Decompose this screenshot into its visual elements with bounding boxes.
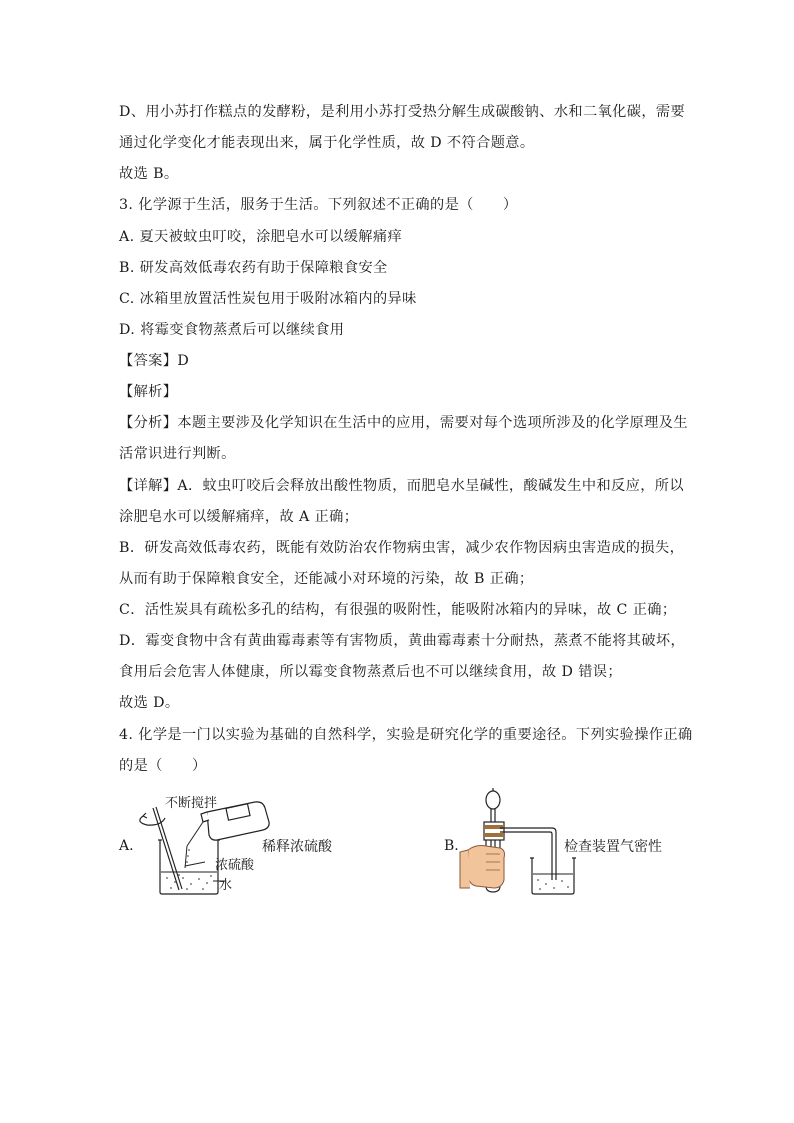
text-line: 从而有助于保障粮食安全，还能减小对环境的污染，故 B 正确； — [119, 571, 534, 587]
beaker-icon — [158, 840, 220, 894]
figure-b-caption: 检查装置气密性 — [564, 839, 662, 855]
water-liquid — [161, 872, 217, 890]
text-line: 涂肥皂水可以缓解痛痒，故 A 正确； — [119, 509, 359, 525]
text-line: 活常识进行判断。 — [119, 446, 236, 462]
question-3-stem: 3. 化学源于生活，服务于生活。下列叙述不正确的是（ ） — [119, 197, 518, 213]
text-line: 的是（ ） — [119, 758, 207, 774]
text-line: D、用小苏打作糕点的发酵粉，是利用小苏打受热分解生成碳酸钠、水和二氧化碳，需要 — [119, 104, 686, 120]
text-line: D．霉变食物中含有黄曲霉毒素等有害物质，黄曲霉毒素十分耐热，蒸煮不能将其破坏， — [119, 633, 686, 649]
analysis-heading: 【解析】 — [119, 384, 178, 400]
option-c: C. 冰箱里放置活性炭包用于吸附冰箱内的异味 — [119, 291, 417, 307]
acid-label: 浓硫酸 — [215, 858, 255, 873]
figure-a-dilute-acid — [115, 788, 350, 898]
text-line: 【分析】本题主要涉及化学知识在生活中的应用，需要对每个选项所涉及的化学原理及生 — [119, 415, 688, 431]
option-d: D. 将霉变食物蒸煮后可以继续食用 — [119, 322, 345, 338]
figure-b-airtightness — [440, 788, 680, 898]
text-line: C．活性炭具有疏松多孔的结构，有很强的吸附性，能吸附冰箱内的异味，故 C 正确； — [119, 602, 677, 618]
text-line: 故选 B。 — [119, 166, 179, 182]
delivery-tube-icon — [500, 828, 556, 880]
text-line: 故选 D。 — [119, 695, 180, 711]
text-line: 通过化学变化才能表现出来，属于化学性质，故 D 不符合题意。 — [119, 135, 535, 151]
glass-rod-icon — [140, 807, 182, 890]
figure-b-option-label: B. — [444, 838, 459, 854]
question-4-stem: 4. 化学是一门以实验为基础的自然科学，实验是研究化学的重要途径。下列实验操作正确 — [119, 727, 693, 743]
water-label: 水 — [219, 878, 233, 893]
figure-a-caption: 稀释浓硫酸 — [262, 839, 332, 855]
hand-icon — [460, 846, 505, 889]
rubber-stopper-icon — [484, 822, 504, 840]
answer-line: 【答案】D — [119, 353, 190, 369]
text-line: 【详解】A．蚊虫叮咬后会释放出酸性物质，而肥皂水呈碱性，酸碱发生中和反应，所以 — [119, 478, 684, 494]
beaker-liquid — [537, 879, 569, 890]
stir-label: 不断搅拌 — [165, 796, 218, 811]
text-line: 食用后会危害人体健康，所以霉变食物蒸煮后也不可以继续食用，故 D 错误； — [119, 664, 622, 680]
text-line: B．研发高效低毒农药，既能有效防治农作物病虫害，减少农作物因病虫害造成的损失， — [119, 540, 685, 556]
beaker-icon — [530, 858, 576, 894]
option-b: B. 研发高效低毒农药有助于保障粮食安全 — [119, 260, 388, 276]
figure-a-option-label: A. — [119, 838, 134, 854]
option-a: A. 夏天被蚊虫叮咬，涂肥皂水可以缓解痛痒 — [119, 229, 403, 245]
